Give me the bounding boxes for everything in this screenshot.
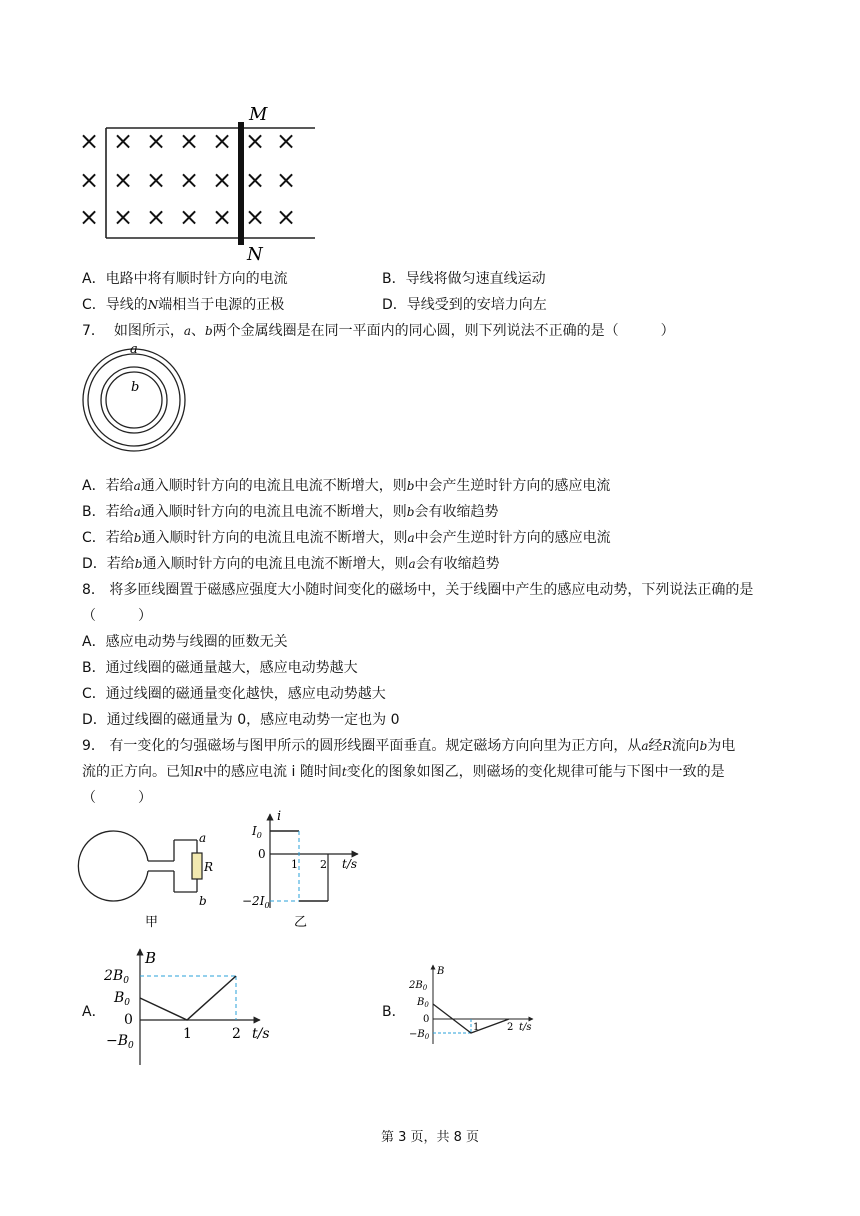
- field-x-mark: ×: [178, 203, 200, 231]
- q9-figure-yi: [240, 808, 370, 933]
- q9-l2-v1: R: [194, 765, 204, 779]
- a-t2: 2: [232, 1026, 241, 1042]
- caption-yi: 乙: [294, 915, 308, 930]
- field-x-mark: ×: [211, 166, 233, 194]
- q7-b-v1: a: [133, 505, 141, 519]
- yi-i0-sub: 0: [256, 831, 262, 840]
- q7-stem-pre: 如图所示，: [113, 323, 184, 339]
- b-ylabel: B: [437, 966, 445, 977]
- q6-option-a: A．电路中将有顺时针方向的电流: [82, 271, 288, 287]
- field-x-mark: ×: [275, 166, 297, 194]
- a-b-curve: [140, 976, 236, 1020]
- q9-option-b-graph: [405, 962, 535, 1047]
- q7-a-post: 中会产生逆时针方向的感应电流: [414, 478, 611, 494]
- a-tick-negb-sub: 0: [128, 1041, 134, 1051]
- q6-option-c: [82, 295, 284, 315]
- q9-stem-line1: [82, 736, 735, 756]
- q6-option-b: B．导线将做匀速直线运动: [382, 271, 546, 287]
- field-x-mark: ×: [78, 166, 100, 194]
- q9-option-b-letter: B．: [382, 1004, 406, 1020]
- field-x-mark: ×: [244, 203, 266, 231]
- page-footer: 第 3 页，共 8 页: [380, 1130, 480, 1145]
- q6-option-d: D．导线受到的安培力向左: [382, 297, 547, 313]
- a-tick-zero: 0: [124, 1012, 133, 1028]
- label-r: R: [204, 860, 214, 874]
- a-t1: 1: [183, 1026, 192, 1042]
- field-x-mark: ×: [78, 203, 100, 231]
- label-n: N: [247, 244, 263, 265]
- field-x-mark: ×: [112, 203, 134, 231]
- coil-a-inner: [88, 354, 180, 446]
- q9-l1-mid2: 流向: [671, 738, 700, 754]
- q7-sep: 、: [190, 323, 205, 339]
- yi-neg2: [242, 894, 270, 910]
- q9-l2-pre: 流的正方向。已知: [82, 764, 194, 780]
- q7-option-d: [82, 554, 500, 574]
- q8-stem-line2: （ ）: [82, 608, 152, 624]
- a-ylabel: B: [145, 949, 157, 967]
- a-tick-b-sub: 0: [124, 998, 131, 1008]
- a-tick-2b: [103, 968, 129, 986]
- caption-jia: 甲: [145, 915, 159, 930]
- a-tick-2b-sub: 0: [123, 976, 129, 986]
- yi-t2: 2: [320, 858, 327, 871]
- field-x-mark: ×: [112, 127, 134, 155]
- q7-c-v2: a: [407, 531, 415, 545]
- yi-zero: 0: [258, 847, 266, 861]
- q7-d-post: 会有收缩趋势: [415, 556, 500, 572]
- field-x-mark: ×: [275, 203, 297, 231]
- q7-b-v2: b: [406, 505, 415, 519]
- a-tick-b-main: B: [114, 990, 125, 1006]
- q7-concentric-coils-figure: [78, 340, 198, 460]
- q9-l1-pre: 9． 有一变化的匀强磁场与图甲所示的圆形线圈平面垂直。规定磁场方向向里为正方向，从: [82, 738, 642, 754]
- field-x-mark: ×: [244, 166, 266, 194]
- label-m: M: [249, 104, 268, 125]
- q7-option-a: [82, 476, 610, 496]
- q9-option-a-letter: A．: [82, 1004, 106, 1020]
- q7-a-v2: b: [406, 479, 415, 493]
- q7-var-a: a: [183, 324, 191, 338]
- q8-option-d: D．通过线圈的磁通量为 0，感应电动势一定也为 0: [82, 712, 400, 728]
- field-x-mark: ×: [178, 166, 200, 194]
- a-xlabel: t/s: [252, 1026, 270, 1042]
- field-x-mark: ×: [178, 127, 200, 155]
- q9-l1-mid1: 经: [648, 738, 663, 754]
- q7-var-b: b: [204, 324, 213, 338]
- q9-l1-v1: a: [641, 739, 649, 753]
- q7-c-v1: b: [133, 531, 142, 545]
- yi-i0-main: I: [252, 824, 257, 838]
- q7-option-c: [82, 528, 611, 548]
- q8-option-a: A．感应电动势与线圈的匝数无关: [82, 634, 288, 650]
- b-tick-b: [416, 997, 429, 1009]
- b-tick-zero: 0: [423, 1014, 430, 1025]
- q8-option-c: C．通过线圈的磁通量变化越快，感应电动势越大: [82, 686, 386, 702]
- yi-neg2-main: −2I: [242, 894, 265, 908]
- q6-field-figure: [75, 100, 395, 265]
- q7-d-v2: a: [408, 557, 416, 571]
- q6-option-c-var: N: [147, 298, 159, 312]
- q7-c-post: 中会产生逆时针方向的感应电流: [414, 530, 611, 546]
- q7-b-pre: B．若给: [82, 504, 134, 520]
- b-tick-b-sub: 0: [424, 1001, 429, 1009]
- q9-option-a-graph: [100, 945, 280, 1070]
- field-x-mark: ×: [145, 203, 167, 231]
- a-tick-negb: [106, 1033, 134, 1051]
- label-a: a: [199, 831, 207, 845]
- b-t1: 1: [473, 1022, 480, 1033]
- coil-label-b: b: [131, 380, 140, 395]
- field-x-mark: ×: [78, 127, 100, 155]
- a-tick-negb-main: −B: [106, 1033, 129, 1049]
- label-b: b: [199, 894, 207, 908]
- q7-a-pre: A．若给: [82, 478, 134, 494]
- q7-a-mid: 通入顺时针方向的电流且电流不断增大，则: [140, 478, 407, 494]
- q6-option-c-post: 端相当于电源的正极: [158, 297, 285, 313]
- q9-figure-jia: [80, 805, 220, 930]
- a-tick-2b-main: 2B: [104, 968, 124, 984]
- q7-d-pre: D．若给: [82, 556, 135, 572]
- q7-c-mid: 通入顺时针方向的电流且电流不断增大，则: [141, 530, 408, 546]
- field-x-mark: ×: [211, 127, 233, 155]
- coil-b-outer: [101, 367, 167, 433]
- resistor-r: [192, 853, 202, 879]
- q7-b-post: 会有收缩趋势: [414, 504, 499, 520]
- q7-d-v1: b: [134, 557, 143, 571]
- q9-l1-v2: R: [662, 739, 672, 753]
- b-tick-negb: [409, 1029, 430, 1041]
- b-xlabel: t/s: [519, 1022, 532, 1033]
- q7-d-mid: 通入顺时针方向的电流且电流不断增大，则: [142, 556, 409, 572]
- q7-c-pre: C．若给: [82, 530, 134, 546]
- q9-stem-line2: [82, 762, 725, 782]
- b-tick-negb-main: −B: [409, 1029, 425, 1040]
- a-tick-b: [113, 990, 130, 1008]
- circular-coil: [78, 831, 148, 901]
- field-x-mark: ×: [275, 127, 297, 155]
- b-tick-2b-sub: 0: [422, 984, 428, 992]
- field-x-mark: ×: [145, 166, 167, 194]
- yi-ylabel: i: [277, 809, 282, 824]
- conductor-mn: [238, 122, 244, 245]
- b-tick-negb-sub: 0: [424, 1033, 430, 1041]
- q7-stem-post: 两个金属线圈是在同一平面内的同心圆，则下列说法不正确的是（ ）: [212, 323, 675, 339]
- field-x-mark: ×: [145, 127, 167, 155]
- yi-neg2-sub: 0: [264, 901, 270, 910]
- field-x-mark: ×: [211, 203, 233, 231]
- q8-stem-line1: 8． 将多匝线圈置于磁感应强度大小随时间变化的磁场中，关于线圈中产生的感应电动势，下列说法正确的是: [82, 582, 754, 598]
- q6-option-c-pre: C．导线的: [82, 297, 148, 313]
- q8-option-b: B．通过线圈的磁通量越大，感应电动势越大: [82, 660, 358, 676]
- coil-label-a: a: [130, 342, 138, 357]
- q7-a-v1: a: [133, 479, 141, 493]
- q9-l2-mid: 中的感应电流 i 随时间: [203, 764, 342, 780]
- q9-stem-line3: （ ）: [82, 790, 152, 806]
- q9-l2-post: 变化的图象如图乙，则磁场的变化规律可能与下图中一致的是: [346, 764, 725, 780]
- yi-t1: 1: [291, 858, 298, 871]
- yi-xlabel: t/s: [342, 857, 358, 871]
- yi-i0: [251, 824, 262, 840]
- q9-l1-v3: b: [699, 739, 708, 753]
- field-x-mark: ×: [244, 127, 266, 155]
- q9-l1-post: 为电: [707, 738, 736, 754]
- coil-a-outer: [83, 349, 185, 451]
- q7-stem: [82, 321, 675, 341]
- magnetic-field-marks: [79, 127, 296, 231]
- q7-b-mid: 通入顺时针方向的电流且电流不断增大，则: [140, 504, 407, 520]
- q7-option-b: [82, 502, 498, 522]
- q7-number: 7．: [82, 323, 105, 339]
- b-tick-2b-main: 2B: [409, 980, 423, 991]
- b-tick-b-main: B: [417, 997, 425, 1008]
- field-x-mark: ×: [112, 166, 134, 194]
- b-t2: 2: [507, 1022, 514, 1033]
- q9-l2-v2: t: [341, 765, 347, 779]
- b-tick-2b: [408, 980, 428, 992]
